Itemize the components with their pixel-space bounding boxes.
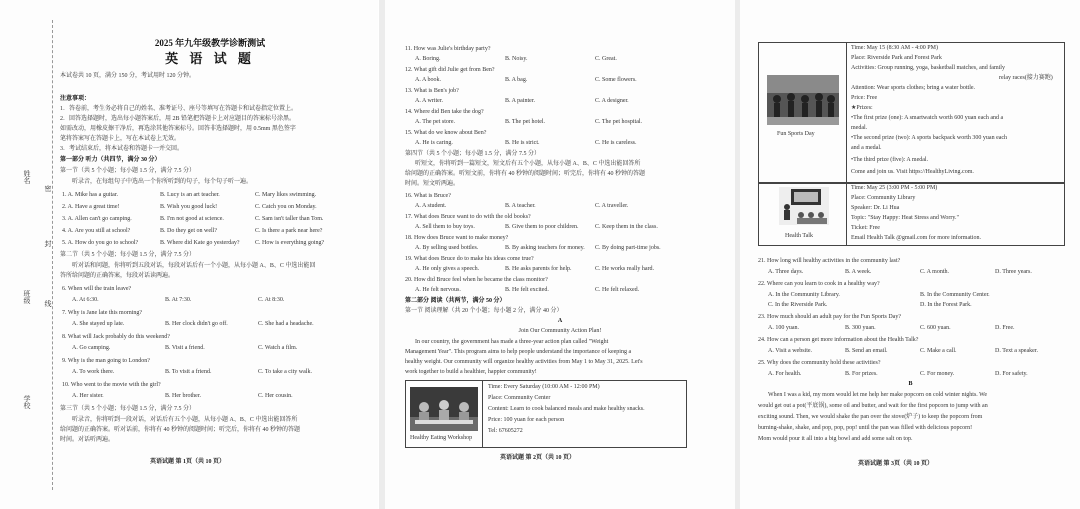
question-13-c: C. A designer. xyxy=(595,98,629,104)
question-9-c: C. To take a city walk. xyxy=(258,369,312,375)
question-8: 8. What will Jack probably do this weekend? xyxy=(62,334,170,340)
section3-desc: 给问题的正确答案。听对话前，你将有 40 秒钟的阅题时间；听完后，你将有 40 秒钟的答题 xyxy=(60,427,301,433)
question-6: 6. When will the train leave? xyxy=(62,286,132,292)
health-talk-place: Place: Community Library xyxy=(851,195,916,201)
sports-day-caption: Fun Sports Day xyxy=(777,131,815,137)
question-5-c: C. How is everything going? xyxy=(255,240,325,246)
question-15-a: A. He is caring. xyxy=(415,140,453,146)
workshop-tel: Tel: 67605272 xyxy=(488,428,523,434)
question-14-c: C. The pet hospital. xyxy=(595,119,643,125)
question-15-b: B. He is strict. xyxy=(505,140,540,146)
question-12-a: A. A book. xyxy=(415,77,442,83)
sports-day-line: Place: Riverside Park and Forest Park xyxy=(851,55,942,61)
passage-b-label: B xyxy=(908,381,913,387)
health-talk-box xyxy=(758,182,1065,246)
question-23-d: D. Free. xyxy=(995,325,1015,331)
section2-desc: 答所给问题的正确答案，每段对话读两遍。 xyxy=(60,273,175,279)
workshop-content: Content: Learn to cook balanced meals and make healthy snacks. xyxy=(488,406,645,412)
question-7: 7. Why is Jane late this morning? xyxy=(62,310,143,316)
question-18-b: B. By asking teachers for money. xyxy=(505,245,585,251)
question-10-a: A. Her sister. xyxy=(72,393,104,399)
question-20: 20. How did Bruce feel when he became the class monitor? xyxy=(405,277,548,283)
name-label: 姓名 xyxy=(23,170,31,184)
question-20-c: C. He felt relaxed. xyxy=(595,287,640,293)
sports-day-line: ★Prizes: xyxy=(851,105,873,111)
question-2-a: 2. A. Have a great time! xyxy=(62,204,120,210)
question-4-c: C. Is there a park near here? xyxy=(255,228,323,234)
seal-char-1: 密 xyxy=(44,185,52,192)
workshop-price: Price: 100 yuan for each person xyxy=(488,417,565,423)
question-17-b: B. Give them to poor children. xyxy=(505,224,579,230)
class-label: 班级 xyxy=(23,290,31,304)
sports-day-line: Activities: Group running, yoga, basketball matches, and family xyxy=(851,65,1005,71)
workshop-box xyxy=(405,380,687,448)
question-2-b: B. Wish you good luck! xyxy=(160,204,218,210)
question-16: 16. What is Bruce? xyxy=(405,193,451,199)
question-25: 25. Why does the community hold these activities? xyxy=(758,360,881,366)
question-21-d: D. Three years. xyxy=(995,269,1032,275)
section1-desc: 听录音，在每组句子中选出一个你所听到的句子，每个句子听一遍。 xyxy=(72,179,253,185)
question-22-b: B. In the Community Center. xyxy=(920,292,990,298)
question-9: 9. Why is the man going to London? xyxy=(62,358,150,364)
question-11-c: C. Great. xyxy=(595,56,617,62)
question-13-a: A. A writer. xyxy=(415,98,443,104)
page-footer: 英语试题 第 3页（共 10 页） xyxy=(858,461,934,467)
health-talk-ticket: Ticket: Free xyxy=(851,225,880,231)
passage-b-line: burning-shake, shake, and pop, pop, pop! until the pan was filled with delicious popcorn! xyxy=(758,425,973,431)
notice-line: 3．考试结束后，将本试卷和答题卡一并交回。 xyxy=(60,146,184,152)
question-6-b: B. At 7:30. xyxy=(165,297,192,303)
question-8-c: C. Watch a film. xyxy=(258,345,298,351)
question-4-a: 4. A. Are you still at school? xyxy=(62,228,131,234)
question-12-c: C. Some flowers. xyxy=(595,77,637,83)
passage-a-label: A xyxy=(557,318,563,324)
health-talk-email: Email Health Talk @gmail.com for more information. xyxy=(851,235,981,241)
question-1-c: C. Mary likes swimming. xyxy=(255,192,317,198)
question-22-d: D. In the Forest Park. xyxy=(920,302,972,308)
question-16-a: A. A student. xyxy=(415,203,447,209)
question-3-c: C. Sam isn't taller than Tom. xyxy=(255,216,324,222)
passage-a-line: healthy weight. Our community will organize healthy activities from May 1 to May 31, 2025. Let's xyxy=(405,359,643,365)
question-8-a: A. Go camping. xyxy=(72,345,111,351)
question-1-a: 1. A. Mike has a guitar. xyxy=(62,192,118,198)
exam-title: 2025 年九年级教学诊断测试 xyxy=(154,38,266,48)
question-9-b: B. To visit a friend. xyxy=(165,369,212,375)
section4-desc: 听短文，你将听到一篇短文，短文后有五个小题，从每小题 A、B、C 中选出能回答所 xyxy=(415,161,641,167)
notice-line: 笔将答案写在答题卡上，写在本试卷上无效。 xyxy=(60,136,181,142)
question-14: 14. Where did Ben take the dog? xyxy=(405,109,484,115)
question-17: 17. What does Bruce want to do with the old books? xyxy=(405,214,531,220)
question-22: 22. Where can you learn to cook in a healthy way? xyxy=(758,281,880,287)
section4-title: 第四节（共 5 个小题；每小题 1.5 分，满分 7.5 分） xyxy=(405,151,541,157)
notice-line: 2．回答选择题时，选出每小题答案后，用 2B 铅笔把答题卡上对应题目的答案标号涂黑。 xyxy=(60,116,296,122)
notice-line: 1．答卷前，考生务必将自己的姓名、准考证号、座号等填写在答题卡和试卷指定位置上。 xyxy=(60,106,298,112)
workshop-time: Time: Every Saturday (10:00 AM - 12:00 PM) xyxy=(488,384,600,390)
question-11: 11. How was Julie's birthday party? xyxy=(405,46,491,52)
passage-b-line: exciting sound. Then, we would shake the pan over the stove(炉子) to keep the popcorn from xyxy=(758,414,983,420)
question-21-b: B. A week. xyxy=(845,269,872,275)
question-25-d: D. For safety. xyxy=(995,371,1028,377)
passage-b-line: would get out a pot(平底锅), some oil and butter, and wait for the first popcorn to jump with an xyxy=(758,403,988,409)
question-21-a: A. Three days. xyxy=(768,269,804,275)
question-11-a: A. Boring. xyxy=(415,56,441,62)
question-12: 12. What gift did Julie get from Ben? xyxy=(405,67,495,73)
question-13: 13. What is Ben's job? xyxy=(405,88,459,94)
question-20-a: A. He felt nervous. xyxy=(415,287,461,293)
passage-a-line: work together to build a healthier, happier community! xyxy=(405,369,537,375)
question-19-b: B. He asks parents for help. xyxy=(505,266,572,272)
question-15: 15. What do we know about Ben? xyxy=(405,130,487,136)
sports-day-photo xyxy=(767,75,839,125)
sports-day-line: medal. xyxy=(851,125,868,131)
question-21: 21. How long will healthy activities in the community last? xyxy=(758,258,901,264)
question-13-b: B. A painter. xyxy=(505,98,535,104)
passage-a-title: Join Our Community Action Plan! xyxy=(518,328,602,334)
question-23-a: A. 100 yuan. xyxy=(768,325,799,331)
health-talk-topic: Topic: "Stay Happy: Heat Stress and Worry." xyxy=(851,215,959,221)
question-18: 18. How does Bruce want to make money? xyxy=(405,235,509,241)
subject-title: 英 语 试 题 xyxy=(165,51,255,66)
question-25-c: C. For money. xyxy=(920,371,955,377)
question-12-b: B. A bag. xyxy=(505,77,528,83)
exam-page-3 xyxy=(740,0,1080,509)
health-talk-caption: Health Talk xyxy=(785,233,813,239)
question-6-c: C. At 8:30. xyxy=(258,297,285,303)
question-4-b: B. Do they get on well? xyxy=(160,228,217,234)
question-23-b: B. 300 yuan. xyxy=(845,325,876,331)
question-19: 19. What does Bruce do to make his ideas come true? xyxy=(405,256,534,262)
question-24-a: A. Visit a website. xyxy=(768,348,813,354)
passage-a-line: In our country, the government has made a three-year action plan called "Weight xyxy=(415,339,609,345)
sports-day-line: •The second prize (two): A sports backpack worth 300 yuan each xyxy=(851,135,1008,141)
part2-title: 第二部分 阅读（共两节，满分 50 分） xyxy=(405,298,506,304)
sports-day-line: Attention: Wear sports clothes; bring a water bottle. xyxy=(851,85,976,91)
question-24-c: C. Make a call. xyxy=(920,348,957,354)
section3-title: 第三节（共 5 个小题；每小题 1.5 分，满分 7.5 分） xyxy=(60,406,196,412)
question-14-a: A. The pet store. xyxy=(415,119,456,125)
question-2-c: C. Catch you on Monday. xyxy=(255,204,317,210)
part2-section1: 第一节 阅读理解（共 20 个小题；每小题 2 分，满分 40 分） xyxy=(405,308,563,314)
question-9-a: A. To work there. xyxy=(72,369,115,375)
notice-title: 注意事项： xyxy=(60,96,91,102)
section3-desc: 时间。对话听两遍。 xyxy=(60,437,115,443)
sports-day-line: Time: May 15 (8:30 AM - 4:00 PM) xyxy=(851,45,938,51)
section2-desc: 听对话和问题，你将听到五段对话，每段对话后有一个小题，从每小题 A、B、C 中选出能回 xyxy=(72,263,316,269)
seal-line xyxy=(52,20,53,490)
question-17-a: A. Sell them to buy toys. xyxy=(415,224,475,230)
question-24-b: B. Send an email. xyxy=(845,348,888,354)
page-footer: 英语试题 第 1页（共 10 页） xyxy=(150,459,226,465)
sports-day-line: Price: Free xyxy=(851,95,878,101)
question-5-a: 5. A. How do you go to school? xyxy=(62,240,139,246)
question-21-c: C. A month. xyxy=(920,269,950,275)
question-5-b: B. Where did Kate go yesterday? xyxy=(160,240,240,246)
school-label: 学校 xyxy=(23,395,31,409)
question-3-b: B. I'm not good at science. xyxy=(160,216,224,222)
question-19-a: A. He only gives a speech. xyxy=(415,266,480,272)
sports-day-line: and a medal. xyxy=(851,145,882,151)
question-22-a: A. In the Community Library. xyxy=(768,292,840,298)
question-10-b: B. Her brother. xyxy=(165,393,201,399)
question-16-c: C. A traveller. xyxy=(595,203,629,209)
exam-page-1 xyxy=(0,0,378,509)
section3-desc: 听录音，你将听到一段对话，对话后有五个小题，从每小题 A、B、C 中选出能回答所 xyxy=(72,417,298,423)
question-7-a: A. She stayed up late. xyxy=(72,321,125,327)
question-23: 23. How much should an adult pay for the Fun Sports Day? xyxy=(758,314,901,320)
workshop-photo xyxy=(410,387,478,431)
sports-day-line: •The third prize (five): A medal. xyxy=(851,157,929,163)
sports-day-line: relay races(接力赛跑) xyxy=(999,75,1053,81)
question-25-a: A. For health. xyxy=(768,371,802,377)
question-1-b: B. Lucy is an art teacher. xyxy=(160,192,220,198)
passage-b-line: Mom would pour it all into a big bowl and add some salt on top. xyxy=(758,436,913,442)
question-10: 10. Who went to the movie with the girl? xyxy=(62,382,161,388)
seal-char-2: 封 xyxy=(44,240,52,247)
question-7-b: B. Her clock didn't go off. xyxy=(165,321,228,327)
part1-title: 第一部分 听力（共四节，满分 30 分） xyxy=(60,157,161,163)
health-talk-time: Time: May 25 (3:00 PM - 5:00 PM) xyxy=(851,185,938,191)
question-22-c: C. In the Riverside Park. xyxy=(768,302,828,308)
passage-a-line: Management Year". This program aims to help people understand the importance of keeping a xyxy=(405,349,632,355)
question-18-c: C. By doing part-time jobs. xyxy=(595,245,661,251)
seal-char-3: 线 xyxy=(44,300,52,307)
question-20-b: B. He felt excited. xyxy=(505,287,549,293)
question-16-b: B. A teacher. xyxy=(505,203,536,209)
question-11-b: B. Noisy. xyxy=(505,56,528,62)
exam-intro: 本试卷共 10 页，满分 150 分，考试用时 120 分钟。 xyxy=(60,73,196,79)
section1-title: 第一节（共 5 个小题；每小题 1.5 分，满分 7.5 分） xyxy=(60,168,196,174)
passage-b-line: When I was a kid, my mom would let me help her make popcorn on cold winter nights. We xyxy=(768,392,988,398)
question-6-a: A. At 6:30. xyxy=(72,297,99,303)
question-3-a: 3. A. Allen can't go camping. xyxy=(62,216,132,222)
workshop-caption: Healthy Eating Workshop xyxy=(410,435,473,441)
section2-title: 第二节（共 5 个小题；每小题 1.5 分，满分 7.5 分） xyxy=(60,252,196,258)
sports-day-line: Come and join us. Visit https://HealthyLiving.com. xyxy=(851,169,974,175)
question-17-c: C. Keep them in the class. xyxy=(595,224,658,230)
sports-day-line: •The first prize (one): A smartwatch worth 600 yuan each and a xyxy=(851,115,1004,121)
notice-line: 如需改动，用橡皮擦干净后，再选涂其他答案标号。回答非选择题时，用 0.5mm 黑色签字 xyxy=(60,126,296,132)
sports-day-box xyxy=(758,42,1065,184)
exam-page-2 xyxy=(385,0,735,509)
section4-desc: 给问题的正确答案。听短文前，你将有 40 秒钟的阅题时间；听完后，你将有 40 秒钟的答题 xyxy=(405,171,646,177)
question-23-c: C. 600 yuan. xyxy=(920,325,951,331)
question-8-b: B. Visit a friend. xyxy=(165,345,205,351)
section4-desc: 时间。短文听两遍。 xyxy=(405,181,460,187)
question-14-b: B. The pet hotel. xyxy=(505,119,546,125)
health-talk-photo xyxy=(779,187,829,225)
question-24-d: D. Text a speaker. xyxy=(995,348,1038,354)
health-talk-speaker: Speaker: Dr. Li Hua xyxy=(851,205,900,211)
question-18-a: A. By selling used bottles. xyxy=(415,245,479,251)
question-25-b: B. For prizes. xyxy=(845,371,878,377)
question-7-c: C. She had a headache. xyxy=(258,321,314,327)
question-24: 24. How can a person get more information about the Health Talk? xyxy=(758,337,919,343)
question-15-c: C. He is careless. xyxy=(595,140,637,146)
question-10-c: C. Her cousin. xyxy=(258,393,293,399)
workshop-place: Place: Community Center xyxy=(488,395,551,401)
page-footer: 英语试题 第 2页（共 10 页） xyxy=(500,455,576,461)
question-19-c: C. He works really hard. xyxy=(595,266,654,272)
